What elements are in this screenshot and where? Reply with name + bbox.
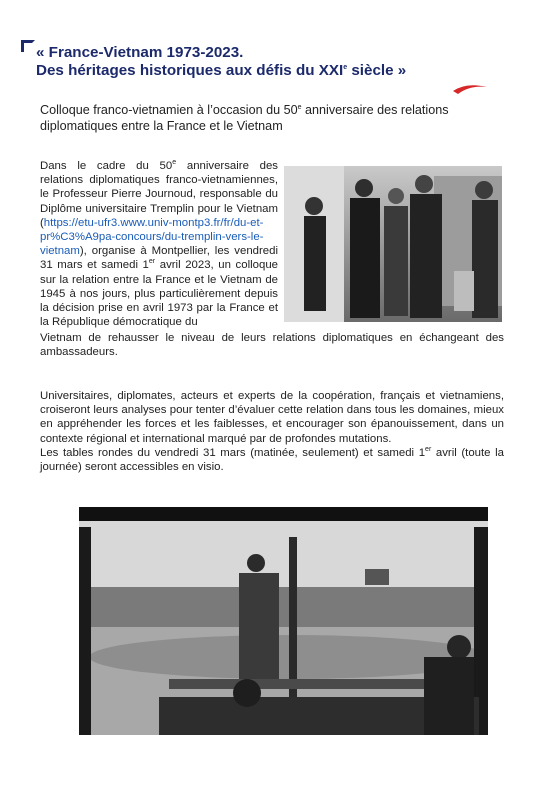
page-title <box>36 44 506 80</box>
intro-paragraph-end: Vietnam de rehausser le niveau de leurs relations diplomatiques en échangeant des ambassadeurs. <box>40 332 504 359</box>
title-line-2: Des héritages historiques aux défis du XXIe siècle » <box>36 62 407 79</box>
stadium-speech-photo <box>79 507 488 735</box>
title-line-1: « France-Vietnam 1973-2023. <box>36 44 244 61</box>
program-link[interactable]: https://etu-ufr3.www.univ-montp3.fr/fr/du-et-pr%C3%A9pa-concours/du-tremplin-vers-le-vietnam <box>40 216 264 258</box>
red-swoosh-icon <box>452 82 488 96</box>
intro-paragraph: Dans le cadre du 50e anniversaire des relations diplomatiques franco-vietnamiennes, le Professeur Pierre Journoud, responsable du Diplôme universitaire Tremplin pour le Vietnam (https://etu-ufr3.www.univ-montp3.fr/fr/du-et-pr%C3%A9pa-concours/du-tremplin-vers-le-vietnam), organise à Montpellier, les vendredi 31 mars et samedi 1er avril 2023, un colloque sur la relation entre la France et le Vietnam de 1945 à nos jours, plus particulièrement depuis la décision prise en avril 1973 par la France et la République démocratique du <box>40 159 278 329</box>
blue-stroke-icon <box>18 38 38 54</box>
handshake-photo <box>284 166 502 322</box>
second-paragraph: Universitaires, diplomates, acteurs et experts de la coopération, français et vietnamiens, croiseront leurs analyses pour tenter d’évaluer cette relation dans tous les domaines, mieux en appréhender les forces et les faiblesses, et encourager son épanouissement, dans un contexte régional et international marqué par de profondes mutations. Les tables rondes du vendredi 31 mars (matinée, seulement) et samedi 1er avril (toute la journée) seront accessibles en visio. <box>40 390 504 474</box>
subtitle: Colloque franco-vietnamien à l’occasion du 50e anniversaire des relations diplomatiques entre la France et le Vietnam <box>40 103 449 133</box>
